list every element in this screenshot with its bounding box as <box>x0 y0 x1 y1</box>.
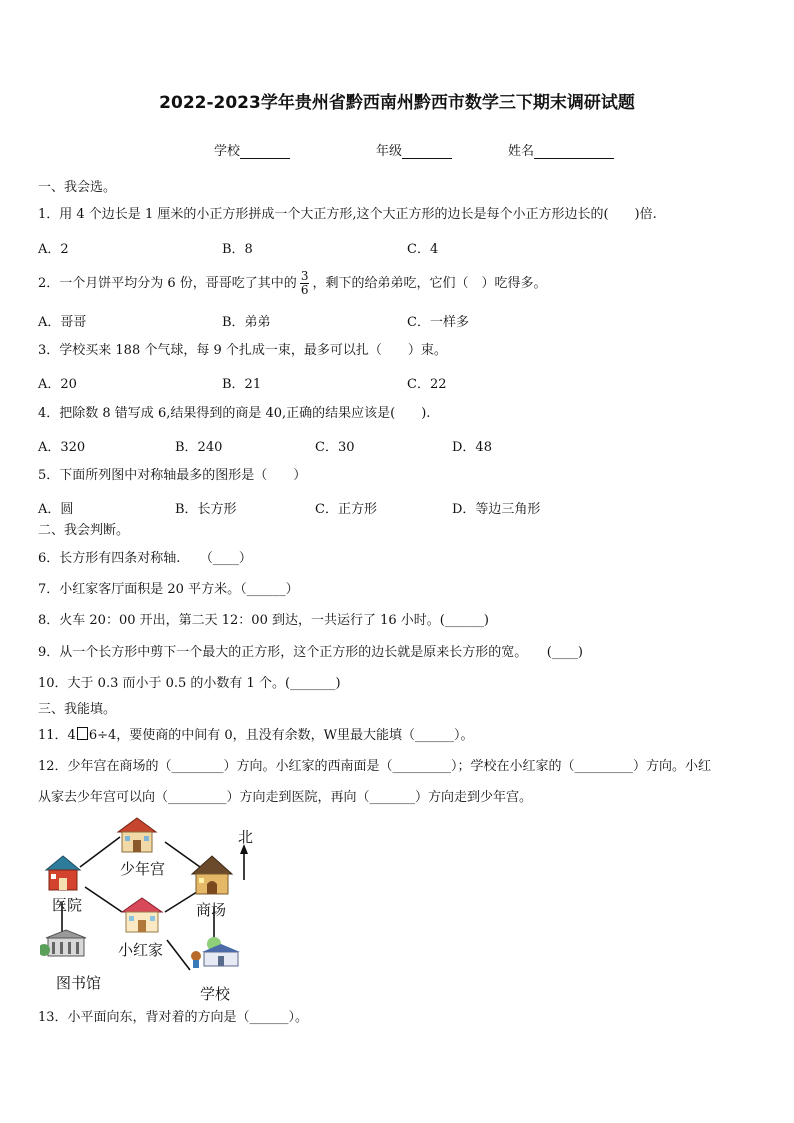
q2-fraction-denominator: 6 <box>300 283 309 297</box>
q3-option-c[interactable]: C．22 <box>407 377 447 392</box>
question-9: 9．从一个长方形中剪下一个最大的正方形，这个正方形的边长就是原来长方形的宽。 (____) <box>38 645 583 660</box>
q4-option-d[interactable]: D．48 <box>452 440 492 455</box>
name-field <box>508 140 614 159</box>
question-8: 8．火车 20：00 开出，第二天 12：00 到达，一共运行了 16 小时。(______) <box>38 613 489 628</box>
youth-palace-icon <box>118 818 156 852</box>
q5-option-a[interactable]: A．圆 <box>38 502 74 517</box>
home-icon <box>122 898 162 932</box>
q1-option-c[interactable]: C．4 <box>407 242 439 257</box>
school-field <box>214 140 290 159</box>
question-1: 1．用 4 个边长是 1 厘米的小正方形拼成一个大正方形,这个大正方形的边长是每个小正方形边长的( )倍. <box>38 207 657 222</box>
path-hospital-youth <box>80 837 120 867</box>
question-4: 4．把除数 8 错写成 6,结果得到的商是 40,正确的结果应该是( ). <box>38 406 431 421</box>
question-2 <box>38 266 546 302</box>
q1-option-a[interactable]: A．2 <box>38 242 69 257</box>
hospital-icon <box>46 856 80 890</box>
q2-option-c[interactable]: C．一样多 <box>407 315 469 330</box>
q2-fraction <box>300 270 310 297</box>
q11-text-pre: 11．4 <box>38 728 76 743</box>
q3-option-a[interactable]: A．20 <box>38 377 77 392</box>
q4-option-b[interactable]: B．240 <box>175 440 223 455</box>
map-label-youth-palace: 少年宫 <box>120 860 166 878</box>
school-icon <box>191 937 240 968</box>
path-home-school <box>167 940 190 970</box>
q3-option-b[interactable]: B．21 <box>222 377 262 392</box>
section-1-heading: 一、我会选。 <box>38 180 117 195</box>
question-13: 13．小平面向东，背对着的方向是（______）。 <box>38 1010 309 1025</box>
q11-blank-box[interactable] <box>77 727 88 740</box>
question-10: 10．大于 0.3 而小于 0.5 的小数有 1 个。(_______) <box>38 676 341 691</box>
library-icon <box>40 930 86 956</box>
map-label-home: 小红家 <box>118 941 164 959</box>
question-12-line-2: 从家去少年宫可以向（_________）方向走到医院，再向（_______）方向走到少年宫。 <box>38 790 533 805</box>
path-youth-mall <box>165 842 200 867</box>
question-5: 5．下面所列图中对称轴最多的图形是（ ） <box>38 468 307 483</box>
q5-option-b[interactable]: B．长方形 <box>175 502 237 517</box>
q2-text-post: ，剩下的给弟弟吃，它们（ ）吃得多。 <box>312 276 547 291</box>
map-label-mall: 商场 <box>196 901 227 919</box>
path-home-mall <box>165 890 200 912</box>
q5-option-c[interactable]: C．正方形 <box>315 502 377 517</box>
question-11 <box>38 727 474 745</box>
q4-option-a[interactable]: A．320 <box>38 440 86 455</box>
map-label-library: 图书馆 <box>56 974 102 992</box>
mall-icon <box>192 856 232 894</box>
page-title: 2022-2023学年贵州省黔西南州黔西市数学三下期末调研试题 <box>159 93 635 113</box>
grade-label: 年级 <box>376 144 403 159</box>
q2-option-a[interactable]: A．哥哥 <box>38 315 87 330</box>
q2-text-pre: 2．一个月饼平均分为 6 份，哥哥吃了其中的 <box>38 276 297 291</box>
section-3-heading: 三、我能填。 <box>38 702 117 717</box>
question-6: 6．长方形有四条对称轴. （____） <box>38 551 252 566</box>
path-hospital-home <box>85 887 122 912</box>
q5-option-d[interactable]: D．等边三角形 <box>452 502 541 517</box>
school-blank[interactable] <box>240 144 290 159</box>
grade-field <box>376 140 452 159</box>
question-7: 7．小红家客厅面积是 20 平方米。（______） <box>38 582 299 597</box>
map-label-school: 学校 <box>200 985 231 1003</box>
q2-fraction-numerator: 3 <box>300 269 309 283</box>
question-12-line-1: 12．少年宫在商场的（________）方向。小红家的西南面是（_________）；学校在小红家的（_________）方向。小红 <box>38 759 712 774</box>
name-label: 姓名 <box>508 144 535 159</box>
q11-text-post: 6÷4，要使商的中间有 0，且没有余数，W里最大能填（______）。 <box>88 728 474 743</box>
north-arrow-icon <box>240 844 248 880</box>
question-3: 3．学校买来 188 个气球，每 9 个扎成一束，最多可以扎（ ）束。 <box>38 343 447 358</box>
school-label: 学校 <box>214 144 241 159</box>
map-label-hospital: 医院 <box>52 896 83 914</box>
q1-option-b[interactable]: B．8 <box>222 242 253 257</box>
name-blank[interactable] <box>534 144 614 159</box>
section-2-heading: 二、我会判断。 <box>38 523 130 538</box>
q4-option-c[interactable]: C．30 <box>315 440 355 455</box>
q2-option-b[interactable]: B．弟弟 <box>222 315 271 330</box>
map-label-north: 北 <box>238 828 254 846</box>
grade-blank[interactable] <box>402 144 452 159</box>
